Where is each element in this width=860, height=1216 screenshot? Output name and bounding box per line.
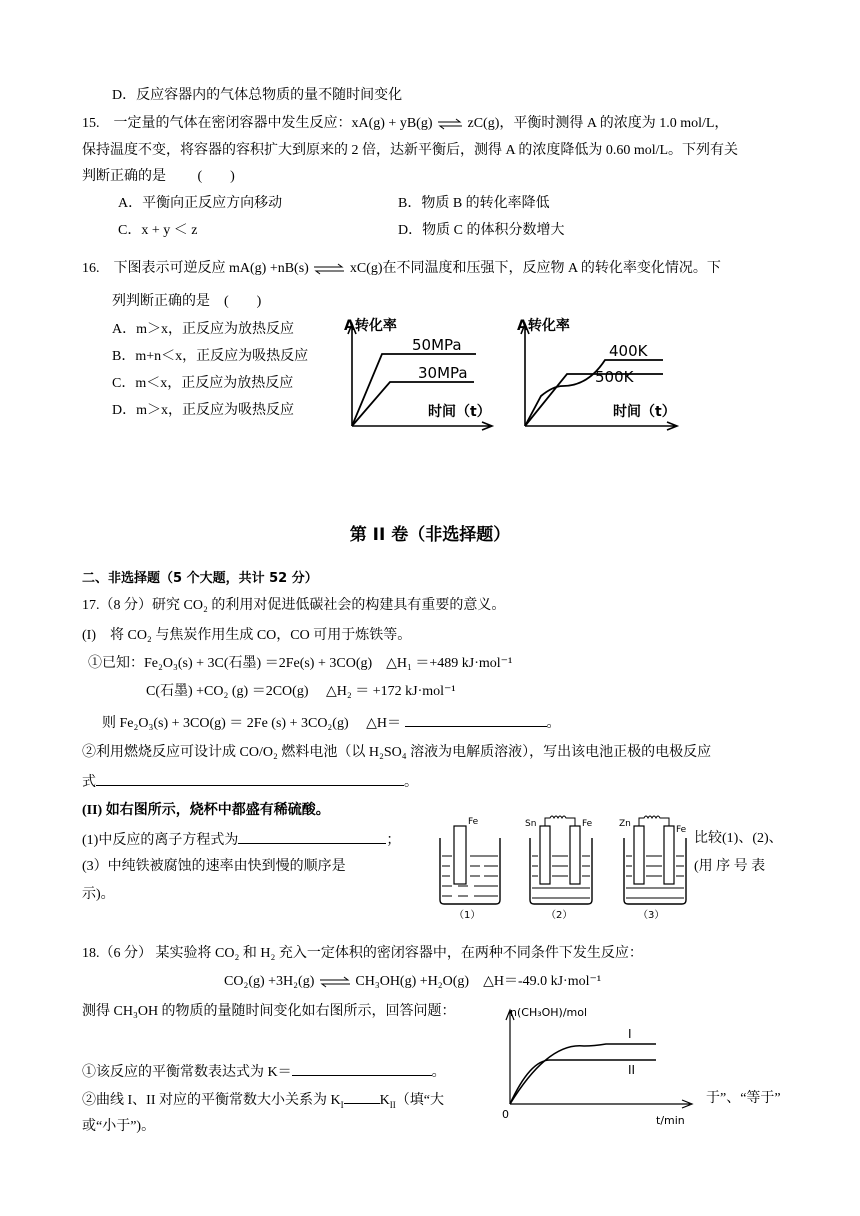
answer-blank[interactable]: [292, 1061, 432, 1076]
q15-stem: 一定量的气体在密闭容器中发生反应：: [113, 116, 352, 131]
graph-ylabel: A转化率: [344, 318, 397, 334]
semicolon: ；: [386, 833, 401, 848]
q16-stem-line2: [112, 292, 261, 312]
electrode-label-sn: Sn: [525, 819, 537, 829]
period: 。: [431, 1065, 446, 1080]
sn-electrode: [540, 826, 550, 884]
curve-label-500k: 500K: [595, 368, 634, 386]
fe-electrode: [664, 826, 674, 884]
q17-p4a-text: (1)中反应的离子方程式为: [82, 833, 239, 848]
q18-q2-text: ②曲线 I、II 对应的平衡常数大小关系为 K: [82, 1093, 341, 1108]
period: 。: [404, 775, 418, 790]
answer-paren: ( ): [224, 294, 262, 309]
q17-order-line-end: 示)。: [82, 887, 115, 902]
q17-header: 17.（8 分）研究 CO₂ 的利用对促进低碳社会的构建具有重要的意义。: [82, 598, 506, 613]
q18-eq-right: CH₃OH(g) +H₂O(g) △H＝-49.0 kJ·mol⁻¹: [355, 974, 602, 989]
equilibrium-arrow-icon: [312, 263, 346, 275]
fe-electrode: [454, 826, 466, 884]
wire-coil: [545, 816, 575, 826]
electrode-label-fe: Fe: [582, 819, 593, 829]
q17-part2-line1: ②利用燃烧反应可设计成 CO/O₂ 燃料电池（以 H₂SO₄ 溶液为电解质溶液），写出该电池正极的电极反应: [82, 745, 712, 760]
q16-option-d: D．m＞x，正反应为吸热反应: [112, 403, 294, 418]
question-number: 15.: [82, 116, 100, 131]
q18-q2-hint: （填“大: [395, 1093, 444, 1108]
subscript-i: I: [340, 1099, 344, 1110]
q17-part1: (I) 将 CO₂ 与焦炭作用生成 CO，CO 可用于炼铁等。: [82, 628, 412, 643]
subscript-ii: II: [389, 1099, 396, 1110]
x-axis: [352, 422, 492, 430]
answer-blank[interactable]: [96, 771, 404, 786]
beaker-diagram-1: [430, 814, 510, 922]
q18-header: 18.（6 分） 某实验将 CO₂ 和 H₂ 充入一定体积的密闭容器中，在两种不同条件下发生反应：: [82, 946, 643, 961]
q15-option-b: B．物质 B 的转化率降低: [398, 196, 550, 211]
beaker-diagram-2: [520, 814, 604, 922]
equilibrium-arrow-icon: [318, 976, 352, 988]
electrode-label-fe: Fe: [676, 825, 687, 835]
curve-label-400k: 400K: [609, 342, 648, 360]
curve-label-ii: II: [628, 1063, 636, 1077]
curve-label-i: I: [628, 1027, 632, 1041]
q17-equation2: C(石墨) +CO₂ (g) ＝2CO(g) △H₂ ＝ +172 kJ·mol⁻¹: [146, 684, 456, 699]
graph-ylabel: A转化率: [517, 318, 570, 334]
q17-part2-line2: [82, 771, 418, 793]
q16-option-a: A．m＞x，正反应为放热反应: [112, 322, 294, 337]
graph-ylabel: n(CH₃OH)/mol: [510, 1006, 588, 1019]
q15-stem-end: 判断正确的是: [82, 169, 166, 184]
solution-lines: [442, 856, 498, 896]
q16-stem: 下图表示可逆反应 mA(g) +nB(s): [113, 261, 309, 276]
q18-intro: 测得 CH₃OH 的物质的量随时间变化如右图所示，回答问题：: [82, 1004, 456, 1019]
answer-blank[interactable]: [238, 829, 386, 844]
q15-stem-line1: [82, 114, 728, 134]
q15-option-a: A．平衡向正反应方向移动: [118, 196, 283, 211]
q15-option-c: C．x + y ＜ z: [118, 223, 198, 238]
k-symbol: K: [379, 1093, 390, 1108]
q15-reaction-left: xA(g) + yB(g): [351, 116, 433, 131]
graph-origin: 0: [502, 1108, 509, 1121]
q17-equation3: [102, 712, 561, 734]
q15-reaction-right: zC(g)，平衡时测得 A 的浓度为 1.0 mol/L，: [467, 116, 729, 131]
answer-blank[interactable]: [344, 1089, 380, 1104]
q17-ionic-eq-line: [82, 829, 400, 851]
q16-stem-line1: [82, 259, 721, 279]
wire-coil: [639, 816, 669, 826]
q17-p4b-text: (3）中纯铁被腐蚀的速率由快到慢的顺序是: [82, 859, 346, 874]
part2-title: 第 II 卷（非选择题）: [349, 525, 511, 545]
x-axis: [525, 422, 677, 430]
q17-part2-intro: (II) 如右图所示，烧杯中都盛有稀硫酸。: [82, 803, 330, 818]
beaker-label-1: （1）: [454, 910, 481, 921]
q17-equation1: ①已知：Fe₂O₃(s) + 3C(石墨) ＝2Fe(s) + 3CO(g) △H₁ ＝+489 kJ·mol⁻¹: [88, 656, 513, 671]
q17-eq3-text: 则 Fe₂O₃(s) + 3CO(g) ＝ 2Fe (s) + 3CO₂(g) △H＝: [102, 716, 402, 731]
q17-p2b-text: 式: [82, 775, 96, 790]
beaker-label-2: （2）: [546, 910, 573, 921]
beaker-label-3: （3）: [638, 910, 665, 921]
q16-stem-end: 列判断正确的是: [112, 294, 210, 309]
equilibrium-arrow-icon: [436, 118, 464, 130]
q18-question2-cont: 于”、“等于”: [706, 1091, 781, 1106]
electrode-label-zn: Zn: [619, 819, 631, 829]
x-axis: [510, 1100, 692, 1108]
question-number: 16.: [82, 261, 100, 276]
y-axis: [521, 324, 529, 426]
beaker-diagram-3: [614, 814, 698, 922]
answer-blank[interactable]: [405, 712, 547, 727]
q18-question2-end: 或“小于”)。: [82, 1119, 156, 1134]
q17-compare-text: 比较(1)、(2)、: [694, 831, 783, 846]
curve-label-30mpa: 30MPa: [418, 364, 468, 382]
q17-order-line: [82, 857, 346, 877]
q15-stem-line2: 保持温度不变，将容器的容积扩大到原来的 2 倍，达新平衡后，测得 A 的浓度降低为 0.60 mol/L。下列有关: [82, 143, 739, 158]
q18-eq-left: CO₂(g) +3H₂(g): [224, 974, 315, 989]
q16-option-c: C．m＜x，正反应为放热反应: [112, 376, 294, 391]
period: 。: [546, 716, 561, 731]
q18-q1-text: ①该反应的平衡常数表达式为 K＝: [82, 1065, 292, 1080]
q15-stem-line3: [82, 167, 235, 187]
graph-xlabel: t/min: [656, 1114, 685, 1127]
electrode-label-fe: Fe: [468, 817, 479, 827]
answer-paren: ( ): [197, 169, 235, 184]
q17-compare-text-2: (用 序 号 表: [694, 859, 766, 874]
q18-question2: [82, 1089, 444, 1111]
section-heading: 二、非选择题（5 个大题，共计 52 分）: [82, 571, 318, 586]
zn-electrode: [634, 826, 644, 884]
q18-equation: [224, 972, 601, 992]
q16-graph-temperature: [513, 316, 685, 434]
fe-electrode: [570, 826, 580, 884]
y-axis: [348, 324, 356, 426]
q15-option-d: D．物质 C 的体积分数增大: [398, 223, 565, 238]
y-axis: [506, 1010, 514, 1104]
q14-option-d: D．反应容器内的气体总物质的量不随时间变化: [112, 88, 403, 103]
q16-graph-pressure: [340, 316, 500, 434]
q18-graph: [500, 1002, 696, 1128]
q16-option-b: B．m+n＜x，正反应为吸热反应: [112, 349, 309, 364]
graph-xlabel: 时间（t）: [613, 404, 676, 420]
graph-xlabel: 时间（t）: [428, 404, 491, 420]
curve-label-50mpa: 50MPa: [412, 336, 462, 354]
q16-stem-b: xC(g)在不同温度和压强下，反应物 A 的转化率变化情况。下: [349, 261, 721, 276]
q18-question1: [82, 1061, 446, 1083]
